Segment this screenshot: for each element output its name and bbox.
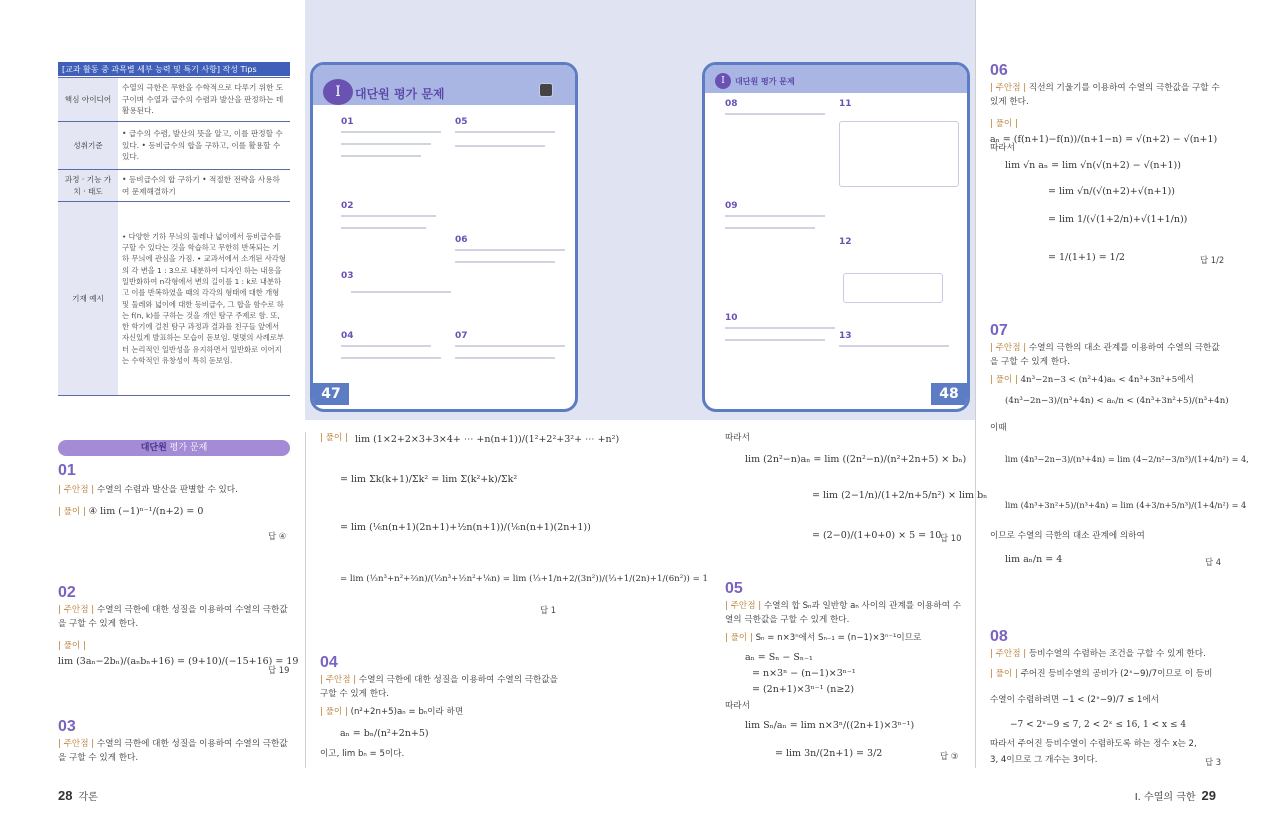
sol-line: aₙ = Sₙ − Sₙ₋₁: [745, 652, 813, 663]
key-label: | 주안점 |: [58, 739, 95, 749]
thumb-text-line: [341, 227, 426, 229]
answer: 답 4: [1205, 557, 1222, 567]
key-point: [58, 604, 290, 632]
thumb-text-line: [455, 131, 555, 133]
thumb-text-line: [725, 113, 825, 115]
sol-line: = lim 3n/(2n+1) = 3/2: [775, 748, 883, 759]
page-number: 28: [58, 788, 73, 803]
sol-text: 주어진 등비수열의 공비가 (2ˣ−9)/7이므로 이 등비: [1020, 669, 1213, 679]
tips-row-head: 성취기준: [58, 122, 118, 170]
transition-text: 따라서: [725, 701, 750, 711]
sol-line: lim aₙ/n = 4: [1005, 554, 1063, 565]
key-label: | 주안점 |: [58, 485, 95, 495]
thumb-text-line: [455, 357, 555, 359]
thumb-question-num: 10: [725, 313, 738, 323]
key-text: 수열의 극한의 대소 관계를 이용하여 수열의 극한값을 구할 수 있게 한다.: [990, 343, 1220, 367]
thumb-text-line: [725, 327, 835, 329]
answer: 답 19: [268, 665, 290, 675]
key-label: | 주안점 |: [990, 343, 1027, 353]
key-label: | 주안점 |: [990, 83, 1027, 93]
sol-label: | 풀이 |: [58, 507, 86, 517]
page-number: 29: [1201, 788, 1216, 803]
unit-badge: I: [323, 79, 353, 105]
transition-text: 따라서: [990, 143, 1015, 153]
key-text: 수열의 합 Sₙ과 일반항 aₙ 사이의 관계를 이용하여 수열의 극한값을 구할 수 있게 한다.: [725, 601, 962, 625]
tips-row-body: • 등비급수의 합 구하기 • 적절한 전략을 사용하여 문제해결하기: [118, 170, 290, 202]
solution: [58, 504, 290, 520]
solution: [320, 706, 560, 720]
key-label: | 주안점 |: [725, 601, 762, 611]
sol-label: [320, 432, 348, 446]
sol-label-text: | 풀이 |: [320, 433, 348, 443]
sol-line: lim (4n³−2n−3)/(n³+4n) = lim (4−2/n²−3/n³)/(1+4/n²) = 4,: [1005, 454, 1249, 464]
tips-row-body: 수열의 극한은 무한을 수학적으로 다루기 위한 도구이며 수열과 급수의 수렴과 발산을 판정하는 데 활용된다.: [118, 78, 290, 122]
thumb-question-num: 13: [839, 331, 852, 341]
thumb-question-num: 04: [341, 331, 354, 341]
answer: 답 1/2: [1200, 255, 1225, 265]
thumb-text-line: [455, 345, 565, 347]
thumbnail-title: 대단원 평가 문제: [355, 87, 445, 101]
section-title: 평가 문제: [169, 443, 208, 453]
sol-line: (4n³−2n−3)/(n³+4n) < aₙ/n < (4n³+3n²+5)/(n³+4n): [1005, 396, 1229, 406]
footer-label: I. 수열의 극한: [1134, 792, 1196, 803]
thumb-question-num: 05: [455, 117, 468, 127]
sol-line: lim (2n²−n)aₙ = lim ((2n²−n)/(n²+2n+5) × bₙ): [745, 454, 967, 465]
sol-line: = n×3ⁿ − (n−1)×3ⁿ⁻¹: [752, 668, 856, 679]
answer: 답 3: [1205, 757, 1222, 767]
sol-line: 따라서 주어진 등비수열이 수렴하도록 하는 정수 x는 2,: [990, 739, 1197, 749]
footer-right: [1135, 788, 1222, 803]
sol-line: = lim (⅓n³+n²+⅔n)/(⅓n³+½n²+⅙n) = lim (⅓+1/n+2/(3n²))/(⅓+1/(2n)+1/(6n²)) = 1: [340, 574, 708, 584]
sol-line: = lim √n/(√(n+2)+√(n+1)): [1048, 186, 1176, 197]
key-point: [320, 674, 560, 702]
footer-left: [58, 788, 98, 803]
question-number: 02: [58, 584, 76, 601]
question-number: 06: [990, 62, 1008, 79]
key-label: | 주안점 |: [320, 675, 357, 685]
question-number: 03: [58, 718, 76, 735]
solution: [725, 632, 965, 646]
sol-line: = lim (2−1/n)/(1+2/n+5/n²) × lim bₙ: [812, 490, 988, 501]
question-number: 05: [725, 580, 743, 597]
answer: 답 ③: [940, 751, 959, 761]
section-prefix: 대단원: [140, 443, 167, 453]
key-point: [58, 484, 290, 498]
column-divider: [305, 432, 306, 768]
key-point: [990, 648, 1225, 662]
thumb-text-line: [839, 345, 949, 347]
sol-text: Sₙ = n×3ⁿ에서 Sₙ₋₁ = (n−1)×3ⁿ⁻¹이므로: [755, 633, 922, 643]
sol-line: 이고, lim bₙ = 5이다.: [320, 749, 405, 759]
solution: [990, 118, 1225, 148]
unit-badge: I: [715, 73, 731, 89]
question-number: 08: [990, 628, 1008, 645]
column-divider: [975, 0, 976, 768]
sol-line: = (2−0)/(1+0+0) × 5 = 10: [812, 530, 942, 541]
thumbnail-page-right: [702, 62, 970, 412]
thumb-text-line: [455, 261, 555, 263]
key-text: 수열의 극한에 대한 성질을 이용하여 수열의 극한값을 구할 수 있게 한다.: [58, 605, 288, 629]
sol-label: | 풀이 |: [990, 669, 1018, 679]
question-number: 04: [320, 654, 338, 671]
thumb-text-line: [725, 215, 825, 217]
sol-label: | 풀이 |: [725, 633, 753, 643]
footer-label: 각론: [78, 792, 98, 803]
thumb-choice-box: [839, 121, 959, 187]
answer: 답 1: [540, 605, 557, 615]
sol-label: | 풀이 |: [320, 707, 348, 717]
tips-row-head: 기재 예시: [58, 202, 118, 396]
sol-text: lim (3aₙ−2bₙ)/(aₙbₙ+16) = (9+10)/(−15+16) = 19: [58, 655, 299, 667]
key-text: 수열의 극한에 대한 성질을 이용하여 수열의 극한값을 구할 수 있게 한다.: [320, 675, 558, 699]
question-number: 01: [58, 462, 76, 479]
thumb-question-num: 01: [341, 117, 354, 127]
thumb-choice-box: [843, 273, 943, 303]
tips-row-head: 과정 · 기능 가치 · 태도: [58, 170, 118, 202]
thumb-question-num: 09: [725, 201, 738, 211]
sol-line: lim (4n³+3n²+5)/(n³+4n) = lim (4+3/n+5/n³)/(1+4/n²) = 4: [1005, 500, 1247, 510]
key-label: | 주안점 |: [990, 649, 1027, 659]
sol-text: (n²+2n+5)aₙ = bₙ이라 하면: [350, 707, 464, 717]
thumb-text-line: [341, 155, 421, 157]
thumbnail-title: 대단원 평가 문제: [735, 77, 795, 86]
answer: 답 10: [940, 533, 962, 543]
thumb-question-num: 11: [839, 99, 852, 109]
tips-row-body: • 급수의 수렴, 발산의 뜻을 알고, 이를 판정할 수 있다. • 등비급수의 합을 구하고, 이를 활용할 수 있다.: [118, 122, 290, 170]
sol-line: 수열이 수렴하려면 −1 < (2ˣ−9)/7 ≤ 1에서: [990, 695, 1159, 705]
key-label: | 주안점 |: [58, 605, 95, 615]
key-text: 수열의 수렴과 발산을 판별할 수 있다.: [96, 485, 238, 495]
key-point: [58, 738, 290, 766]
thumb-text-line: [341, 357, 441, 359]
sol-label: | 풀이 |: [990, 375, 1018, 385]
thumb-question-num: 03: [341, 271, 354, 281]
thumb-question-num: 07: [455, 331, 468, 341]
sol-text: ④ lim (−1)ⁿ⁻¹/(n+2) = 0: [88, 506, 204, 517]
sol-line: = lim Σk(k+1)/Σk² = lim Σ(k²+k)/Σk²: [340, 474, 518, 485]
thumb-question-num: 02: [341, 201, 354, 211]
gutter: [690, 432, 691, 768]
sol-text: aₙ = (f(n+1)−f(n))/(n+1−n) = √(n+2) − √(n+1): [990, 133, 1218, 145]
section-header: [58, 440, 290, 456]
key-point: [990, 342, 1225, 370]
thumb-question-num: 08: [725, 99, 738, 109]
thumb-text-line: [725, 339, 825, 341]
sol-line: = 1/(1+1) = 1/2: [1048, 252, 1125, 263]
sol-line: = (2n+1)×3ⁿ⁻¹ (n≥2): [752, 684, 855, 695]
sol-label: | 풀이 |: [58, 641, 86, 651]
tips-title: [교과 활동 중 과목별 세부 능력 및 특기 사항] 작성 Tips: [58, 62, 290, 76]
sol-line: = lim (⅙n(n+1)(2n+1)+½n(n+1))/(⅙n(n+1)(2n+1)): [340, 522, 591, 533]
key-text: 수열의 극한에 대한 성질을 이용하여 수열의 극한값을 구할 수 있게 한다.: [58, 739, 288, 763]
thumb-text-line: [341, 143, 431, 145]
thumbnail-page-number: 48: [931, 383, 967, 405]
answer: 답 ④: [268, 531, 287, 541]
sol-line: aₙ = bₙ/(n²+2n+5): [340, 728, 429, 739]
tips-table: [58, 77, 290, 396]
sol-line: = lim 1/(√(1+2/n)+√(1+1/n)): [1048, 214, 1188, 225]
thumb-text-line: [341, 215, 436, 217]
thumb-text-line: [351, 291, 451, 293]
transition-text: 따라서: [725, 433, 750, 443]
thumbnail-page-left: [310, 62, 578, 412]
sol-line: 3, 4이므로 그 개수는 3이다.: [990, 755, 1098, 765]
sol-line: lim Sₙ/aₙ = lim n×3ⁿ/((2n+1)×3ⁿ⁻¹): [745, 720, 915, 731]
key-text: 직선의 기울기를 이용하여 수열의 극한값을 구할 수 있게 한다.: [990, 83, 1220, 107]
thumb-text-line: [341, 345, 431, 347]
thumb-text-line: [455, 249, 565, 251]
key-point: [725, 600, 965, 628]
thumb-text-line: [341, 131, 441, 133]
sol-line: lim √n aₙ = lim √n(√(n+2) − √(n+1)): [1005, 160, 1181, 171]
thumbnail-page-number: 47: [313, 383, 349, 405]
solution: [990, 668, 1225, 682]
solution: [58, 640, 299, 670]
qr-code-icon: [539, 83, 553, 97]
tips-row-head: 핵심 아이디어: [58, 78, 118, 122]
key-text: 등비수열의 수렴하는 조건을 구할 수 있게 한다.: [1028, 649, 1206, 659]
sol-text: 4n³−2n−3 < (n²+4)aₙ < 4n³+3n²+5에서: [1020, 375, 1194, 385]
key-point: [990, 82, 1225, 110]
thumb-question-num: 06: [455, 235, 468, 245]
thumb-text-line: [455, 145, 545, 147]
transition-text: 이때: [990, 423, 1007, 433]
sol-line: −7 < 2ˣ−9 ≤ 7, 2 < 2ˣ ≤ 16, 1 < x ≤ 4: [1010, 720, 1187, 730]
tips-row-body: • 다양한 기하 무늬의 둘레나 넓이에서 등비급수를 구할 수 있다는 것을 학습하고 무한히 반복되는 기하 무늬에 관심을 가짐. • 교과서에서 소개된 사각형의 각 변을 1 : 3으로 내분하여 디자인 하는 내용을 일반화하여 n각형에서 변의 길이를 1 : k로 내분하고 이를 반복하였을 때의 각각의 형태에 대한 개형 및 둘레와 넓이에 대한 등비급수, 그 합을 함수로 하는 f(n, k)를 구하는 것을 개인 탐구 주제로 함. 또, 한 학기에 걸친 탐구 과정과 결과를 친구들 앞에서 자신있게 발표하는 모습이 돋보임. 몇몇의 사례로부터 논리적인 일반성을 유지하면서 일반화로 이어지는 수학적인 유창성이 특히 돋보임.: [118, 202, 290, 396]
sol-label: | 풀이 |: [990, 119, 1018, 129]
question-number: 07: [990, 322, 1008, 339]
thumb-text-line: [725, 227, 815, 229]
thumb-question-num: 12: [839, 237, 852, 247]
solution: [990, 374, 1225, 388]
conclusion-text: 이므로 수열의 극한의 대소 관계에 의하여: [990, 531, 1145, 541]
sol-line: lim (1×2+2×3+3×4+ ⋯ +n(n+1))/(1²+2²+3²+ ⋯ +n²): [355, 434, 620, 445]
